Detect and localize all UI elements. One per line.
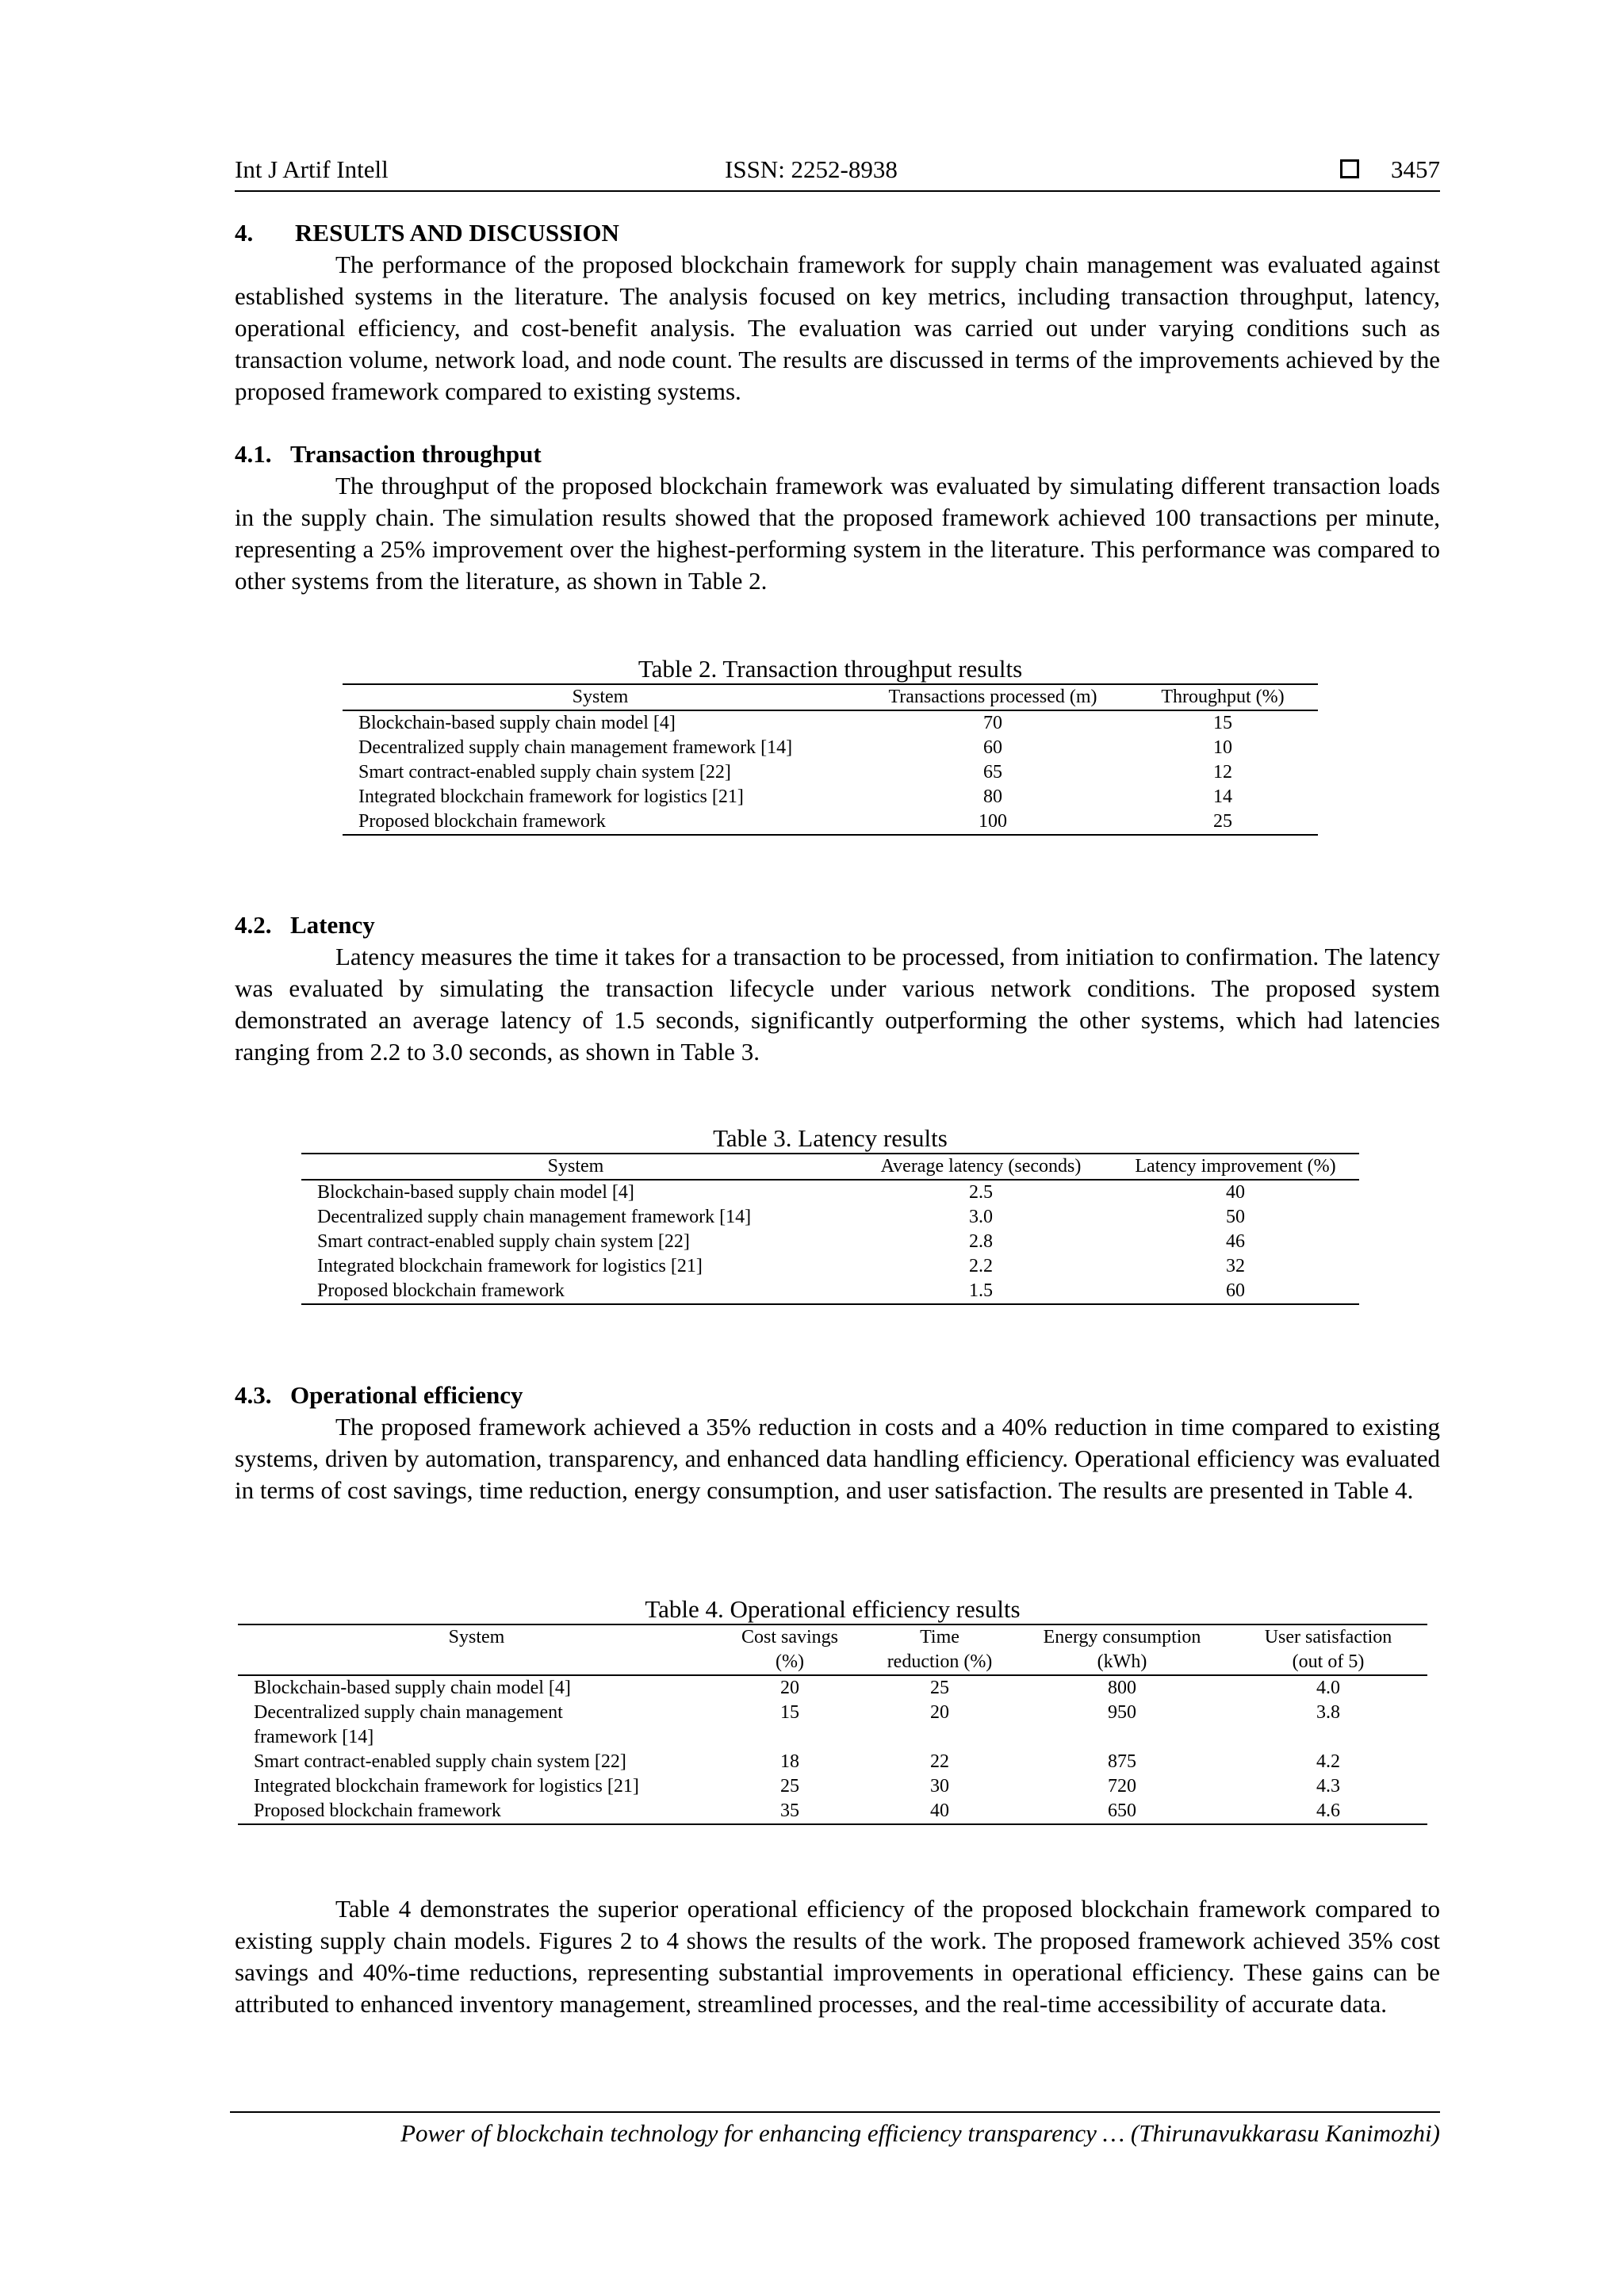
value-cell: 35 — [780, 1800, 799, 1821]
table-row — [343, 710, 1318, 736]
system-cell — [238, 1750, 715, 1774]
subsection-text: The throughput of the proposed blockchain framework was evaluated by simulating different transaction loads in the supply chain. The simulation results showed that the proposed framework achieved 100 transactions per minute, representing a 25% improvement over the highest-performing system in the literature. This performance was compared to other systems from the literature, as shown in Table 2. — [235, 472, 1440, 595]
header-line: Cost savings — [741, 1627, 838, 1647]
column-header: Average latency (seconds) — [880, 1156, 1082, 1177]
issn: ISSN: 2252-8938 — [725, 155, 898, 183]
system-cell — [238, 1701, 715, 1750]
value-cell: 15 — [1213, 713, 1232, 733]
section-heading — [235, 217, 1440, 249]
system-cell: Proposed blockchain framework — [358, 811, 606, 832]
subsection-heading — [235, 438, 1440, 470]
value-cell: 70 — [983, 713, 1002, 733]
header-row — [238, 1624, 1427, 1675]
system-cell — [238, 1774, 715, 1799]
table — [238, 1624, 1427, 1825]
table-row — [343, 809, 1318, 835]
value-cell: 25 — [930, 1678, 949, 1698]
table-body — [301, 1180, 1359, 1304]
section-number: 4. — [235, 219, 254, 247]
value-cell: 25 — [1213, 811, 1232, 832]
system-cell: Blockchain-based supply chain model [4] — [317, 1182, 634, 1203]
value-cell: 2.8 — [969, 1231, 993, 1252]
column-header: System — [547, 1156, 604, 1177]
system-cell: Smart contract-enabled supply chain system [22] — [317, 1231, 690, 1252]
value-cell: 650 — [1108, 1800, 1136, 1821]
value-cell: 25 — [780, 1776, 799, 1797]
header-line: (kWh) — [1097, 1651, 1147, 1672]
value-cell: 875 — [1108, 1751, 1136, 1772]
page-number-group — [1340, 155, 1440, 184]
system-line: Smart contract-enabled supply chain system [22] — [254, 1751, 626, 1772]
system-cell: Proposed blockchain framework — [317, 1280, 565, 1301]
page-number: 3457 — [1391, 155, 1440, 183]
table-row — [301, 1279, 1359, 1304]
system-line: Blockchain-based supply chain model [4] — [254, 1678, 571, 1698]
header-line: Energy consumption — [1043, 1627, 1201, 1647]
table-row — [301, 1205, 1359, 1230]
table-3 — [301, 1124, 1359, 1305]
table-2 — [343, 655, 1318, 836]
column-header: Throughput (%) — [1161, 687, 1285, 707]
value-cell: 20 — [780, 1678, 799, 1698]
table — [343, 683, 1318, 836]
table-4 — [238, 1595, 1427, 1825]
system-cell: Decentralized supply chain management framework [14] — [317, 1207, 752, 1227]
table-row — [301, 1254, 1359, 1279]
header-line: (out of 5) — [1292, 1651, 1365, 1672]
subsection-number: 4.1. — [235, 440, 272, 468]
table-caption: Table 4. Operational efficiency results — [645, 1595, 1021, 1623]
value-cell: 32 — [1226, 1256, 1245, 1276]
table-header — [343, 684, 1318, 710]
subsection-heading — [235, 909, 1440, 941]
section-title: RESULTS AND DISCUSSION — [295, 219, 619, 247]
table-row — [238, 1774, 1427, 1799]
subsection-number: 4.3. — [235, 1381, 272, 1409]
system-cell: Integrated blockchain framework for logistics [21] — [317, 1256, 703, 1276]
header-line: reduction (%) — [887, 1651, 993, 1672]
value-cell: 20 — [930, 1702, 949, 1723]
value-cell: 4.0 — [1316, 1678, 1340, 1698]
section-intro: The performance of the proposed blockchain framework for supply chain management was evaluated against established systems in the literature. The analysis focused on key metrics, including transaction throughput, latency, operational efficiency, and cost-benefit analysis. The evaluation was carried out under varying conditions such as transaction volume, network load, and node count. The results are discussed in terms of the improvements achieved by the proposed framework compared to existing systems. — [235, 251, 1440, 405]
table-row — [343, 785, 1318, 809]
value-cell: 720 — [1108, 1776, 1136, 1797]
table — [301, 1153, 1359, 1305]
column-header: Transactions processed (m) — [888, 687, 1097, 707]
value-cell: 100 — [979, 811, 1007, 832]
value-cell: 3.8 — [1316, 1702, 1340, 1723]
subsection-operational — [235, 1380, 1440, 1506]
table-row — [238, 1675, 1427, 1701]
value-cell: 80 — [983, 786, 1002, 807]
table-caption: Table 2. Transaction throughput results — [638, 655, 1023, 683]
column-header: Latency improvement (%) — [1135, 1156, 1336, 1177]
value-cell: 22 — [930, 1751, 949, 1772]
system-cell: Smart contract-enabled supply chain system [22] — [358, 762, 731, 783]
subsection-text: The proposed framework achieved a 35% reduction in costs and a 40% reduction in time compared to existing systems, driven by automation, transparency, and enhanced data handling efficiency. Operational efficiency was evaluated in terms of cost savings, time reduction, energy consumption, and user satisfaction. The results are presented in Table 4. — [235, 1413, 1440, 1504]
column-header — [1229, 1624, 1427, 1675]
system-cell: Blockchain-based supply chain model [4] — [358, 713, 676, 733]
system-line: Proposed blockchain framework — [254, 1800, 501, 1821]
journal-name: Int J Artif Intell — [235, 155, 389, 183]
value-cell: 40 — [1226, 1182, 1245, 1203]
table-row — [238, 1799, 1427, 1824]
section-results — [235, 217, 1440, 408]
column-header — [238, 1624, 715, 1675]
system-cell — [238, 1799, 715, 1824]
subsection-title: Operational efficiency — [290, 1381, 523, 1409]
table-row — [238, 1701, 1427, 1750]
system-line: framework [14] — [254, 1727, 374, 1747]
subsection-title: Latency — [290, 911, 375, 939]
value-cell: 50 — [1226, 1207, 1245, 1227]
column-header — [1015, 1624, 1229, 1675]
running-footer: Power of blockchain technology for enhancing efficiency transparency … (Thirunavukkarasu Kanimozhi) — [230, 2111, 1440, 2148]
subsection-text: Latency measures the time it takes for a transaction to be processed, from initiation to confirmation. The latency was evaluated by simulating the transaction lifecycle under various network conditions. The proposed system demonstrated an average latency of 1.5 seconds, significantly outperforming the other systems, which had latencies ranging from 2.2 to 3.0 seconds, as shown in Table 3. — [235, 943, 1440, 1066]
value-cell: 40 — [930, 1800, 949, 1821]
system-cell: Integrated blockchain framework for logistics [21] — [358, 786, 744, 807]
running-head — [235, 155, 1440, 192]
column-header — [864, 1624, 1015, 1675]
value-cell: 4.6 — [1316, 1800, 1340, 1821]
value-cell: 4.3 — [1316, 1776, 1340, 1797]
table-body — [238, 1675, 1427, 1824]
value-cell: 65 — [983, 762, 1002, 783]
column-header: System — [572, 687, 629, 707]
table-header — [238, 1624, 1427, 1675]
value-cell: 950 — [1108, 1702, 1136, 1723]
table-row — [238, 1750, 1427, 1774]
header-row — [301, 1154, 1359, 1180]
subsection-throughput — [235, 438, 1440, 597]
header-line: Time — [920, 1627, 959, 1647]
subsection-heading — [235, 1380, 1440, 1411]
subsection-title: Transaction throughput — [290, 440, 542, 468]
value-cell: 12 — [1213, 762, 1232, 783]
table-row — [301, 1230, 1359, 1254]
system-cell — [238, 1675, 715, 1701]
value-cell: 15 — [780, 1702, 799, 1723]
table-caption: Table 3. Latency results — [713, 1124, 948, 1152]
closing-paragraph — [235, 1893, 1440, 2020]
closing-text: Table 4 demonstrates the superior operational efficiency of the proposed blockchain framework compared to existing supply chain models. Figures 2 to 4 shows the results of the work. The proposed framework achieved 35% cost savings and 40%-time reductions, representing substantial improvements in operational efficiency. These gains can be attributed to enhanced inventory management, streamlined processes, and the real-time accessibility of accurate data. — [235, 1895, 1440, 2018]
table-row — [301, 1180, 1359, 1205]
subsection-number: 4.2. — [235, 911, 272, 939]
value-cell: 60 — [983, 737, 1002, 758]
value-cell: 30 — [930, 1776, 949, 1797]
value-cell: 800 — [1108, 1678, 1136, 1698]
table-row — [343, 760, 1318, 785]
subsection-latency — [235, 909, 1440, 1068]
value-cell: 3.0 — [969, 1207, 993, 1227]
value-cell: 46 — [1226, 1231, 1245, 1252]
table-header — [301, 1154, 1359, 1180]
value-cell: 10 — [1213, 737, 1232, 758]
value-cell: 4.2 — [1316, 1751, 1340, 1772]
header-line: User satisfaction — [1264, 1627, 1392, 1647]
system-cell: Decentralized supply chain management framework [14] — [358, 737, 793, 758]
table-row — [343, 736, 1318, 760]
header-line: (%) — [776, 1651, 804, 1672]
value-cell: 60 — [1226, 1280, 1245, 1301]
value-cell: 2.2 — [969, 1256, 993, 1276]
value-cell: 1.5 — [969, 1280, 993, 1301]
value-cell: 18 — [780, 1751, 799, 1772]
system-line: Decentralized supply chain management — [254, 1702, 563, 1723]
header-line: System — [448, 1627, 505, 1647]
checkbox-square-icon — [1340, 159, 1359, 178]
value-cell: 2.5 — [969, 1182, 993, 1203]
column-header — [715, 1624, 864, 1675]
table-body — [343, 710, 1318, 835]
header-row — [343, 684, 1318, 710]
system-line: Integrated blockchain framework for logistics [21] — [254, 1776, 639, 1797]
value-cell: 14 — [1213, 786, 1232, 807]
